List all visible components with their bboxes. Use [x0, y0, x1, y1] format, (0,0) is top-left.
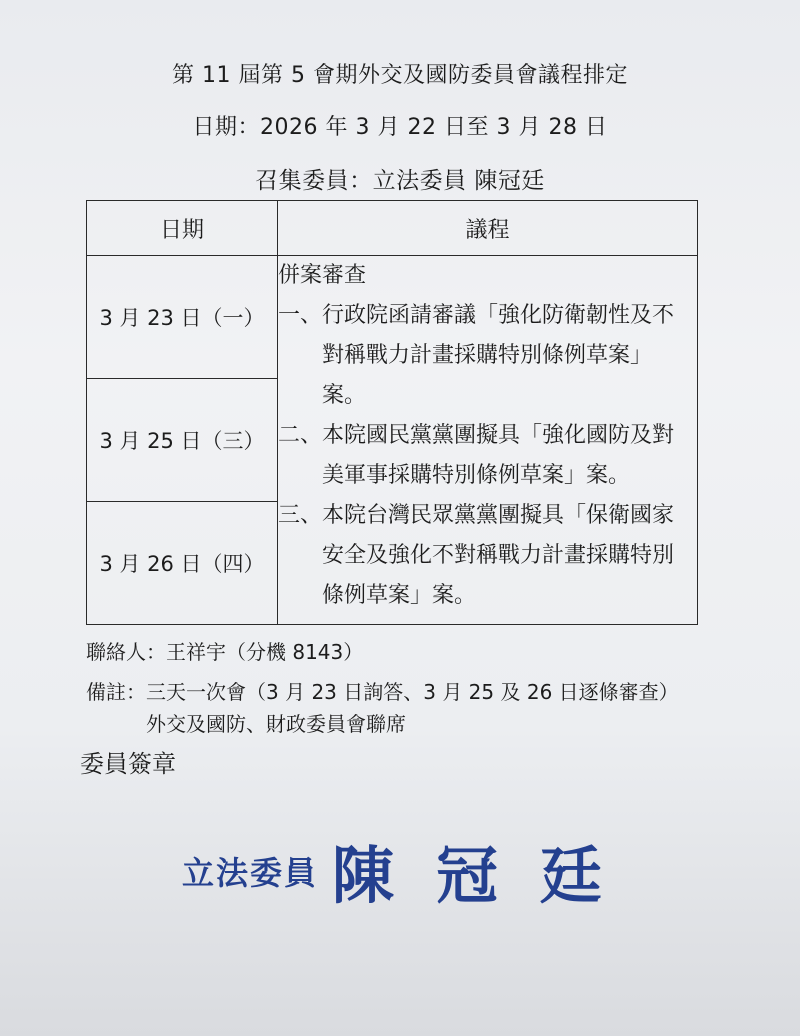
item-text: 行政院函請審議「強化防衛韌性及不對稱戰力計畫採購特別條例草案」案。 — [322, 303, 675, 408]
agenda-heading: 併案審查 — [278, 263, 367, 288]
document-title: 第 11 屆第 5 會期外交及國防委員會議程排定 — [172, 63, 628, 88]
agenda-item — [278, 496, 697, 616]
signature-stamp — [182, 826, 644, 915]
item-text: 本院國民黨黨團擬具「強化國防及對美軍事採購特別條例草案」案。 — [322, 423, 675, 488]
date-range: 日期：2026 年 3 月 22 日至 3 月 28 日 — [192, 115, 608, 140]
agenda-table — [86, 200, 698, 625]
agenda-cell — [278, 256, 698, 625]
remarks-continued: 外交及國防、財政委員會聯席 — [146, 712, 406, 736]
stamp-name: 陳冠廷 — [332, 839, 645, 912]
table-row — [87, 256, 698, 379]
convener: 召集委員：立法委員 陳冠廷 — [255, 168, 545, 194]
table-header-row — [87, 201, 698, 256]
signature-label: 委員簽章 — [80, 750, 176, 778]
item-number: 一、 — [278, 303, 323, 328]
agenda-item — [278, 296, 697, 416]
agenda-item — [278, 416, 697, 496]
stamp-title: 立法委員 — [182, 853, 319, 892]
remarks: 備註：三天一次會（3 月 23 日詢答、3 月 25 及 26 日逐條審查） — [86, 680, 679, 704]
item-number: 三、 — [278, 503, 323, 528]
item-text: 本院台灣民眾黨黨團擬具「保衛國家安全及強化不對稱戰力計畫採購特別條例草案」案。 — [322, 503, 675, 608]
column-header-agenda: 議程 — [278, 201, 698, 256]
date-cell: 3 月 25 日（三） — [87, 379, 278, 502]
date-cell: 3 月 23 日（一） — [87, 256, 278, 379]
contact-person: 聯絡人：王祥宇（分機 8143） — [86, 640, 364, 664]
date-cell: 3 月 26 日（四） — [87, 502, 278, 625]
item-number: 二、 — [278, 423, 323, 448]
column-header-date: 日期 — [87, 201, 278, 256]
